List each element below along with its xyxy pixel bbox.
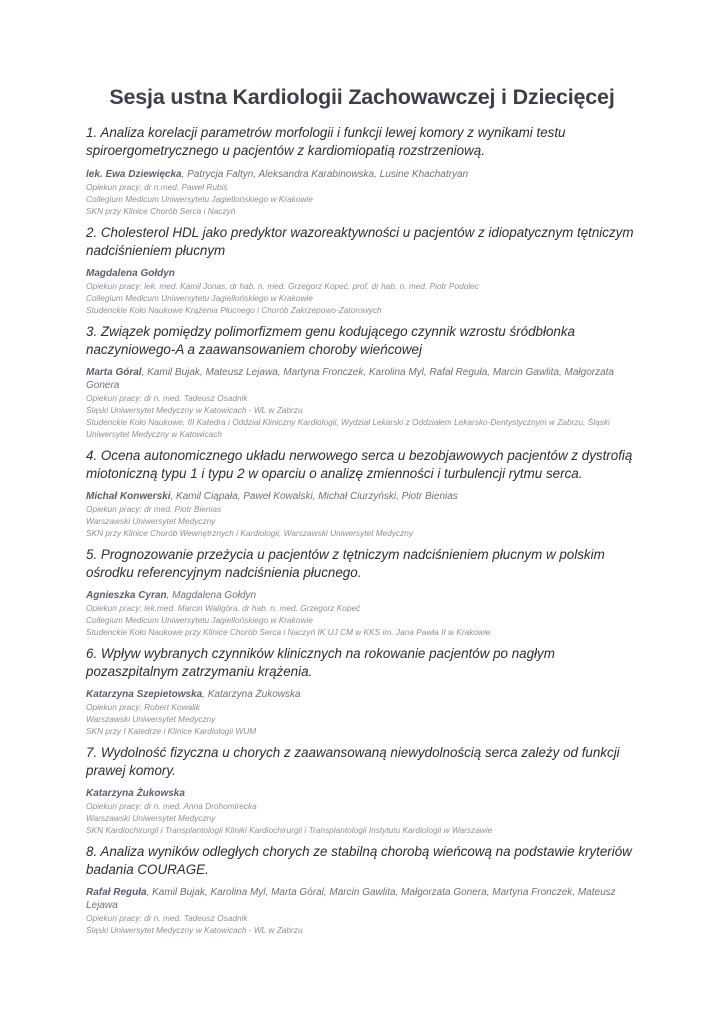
presenting-author: Marta Góral [86,367,142,378]
abstract-title: 8. Analiza wyników odległych chorych ze stabilną chorobą wieńcową na podstawie kryteriów badania COURAGE. [86,844,632,877]
abstract-entry-3 [86,323,638,440]
university: Collegium Medicum Uniwersytetu Jagiellońskiego w Krakowie [86,293,313,303]
co-authors: , Katarzyna Żukowska [202,689,301,700]
authors-line [86,168,638,181]
university: Warszawski Uniwersytet Medyczny [86,516,216,526]
authors-line [86,267,638,280]
abstract-entry-1 [86,124,638,217]
abstract-title: 2. Cholesterol HDL jako predyktor wazoreaktywności u pacjentów z idiopatycznym tętniczym nadciśnieniem płucnym [86,225,634,258]
supervisor: Opiekun pracy: lek.med. Marcin Waligóra, dr hab. n. med. Grzegorz Kopeć [86,603,361,613]
abstract-title: 4. Ocena autonomicznego układu nerwowego serca u bezobjawowych pacjentów z dystrofią miotoniczną typu 1 i typu 2 w oparciu o analizę zmienności i turbulencji rytmu serca. [86,448,633,481]
authors-line [86,490,638,503]
supervisor: Opiekun pracy: dr n. med. Anna Drohomirecka [86,801,257,811]
university: Warszawski Uniwersytet Medyczny [86,714,216,724]
abstract-title: 6. Wpływ wybranych czynników klinicznych na rokowanie pacjentów po nagłym pozaszpitalnym zatrzymaniu krążenia. [86,646,555,679]
presenting-author: Katarzyna Szepietowska [86,689,203,700]
co-authors: , Kamil Ciąpała, Paweł Kowalski, Michał Ciurzyński, Piotr Bienias [170,491,458,502]
research-group: Studenckie Koło Naukowe przy Klinice Chorób Serca i Naczyń IK UJ CM w KKS im. Jana Pawła II w Krakowie [86,627,491,637]
authors-line [86,787,638,800]
research-group: SKN przy Klinice Chorób Serca i Naczyń [86,206,236,216]
authors-line [86,886,638,912]
supervisor: Opiekun pracy: dr n.med. Paweł Rubiś [86,182,228,192]
university: Collegium Medicum Uniwersytetu Jagiellońskiego w Krakowie [86,615,313,625]
authors-line [86,589,638,602]
research-group: Studenckie Koło Naukowe, III Katedra i Oddział Kliniczny Kardiologii, Wydział Lekarski z Oddziałem Lekarsko-Dentystycznym w Zabrzu, Śląski Uniwersytet Medyczny w Katowicach [86,417,610,439]
co-authors: , Patrycja Faltyn, Aleksandra Karabinowska, Lusine Khachatryan [181,169,469,180]
presenting-author: Michał Konwerski [86,491,171,502]
abstract-title: 1. Analiza korelacji parametrów morfologii i funkcji lewej komory z wynikami testu spiroergometrycznego u pacjentów z kardiomiopatią rozstrzeniową. [86,125,566,158]
abstract-entry-6 [86,645,638,737]
abstract-entry-4 [86,447,638,539]
supervisor: Opiekun pracy: dr n. med. Tadeusz Osadnik [86,913,248,923]
research-group: SKN przy I Katedrze i Klinice Kardiologii WUM [86,726,257,736]
abstract-entry-8 [86,843,638,936]
university: Collegium Medicum Uniwersytetu Jagiellońskiego w Krakowie [86,194,313,204]
supervisor: Opiekun pracy: dr n. med. Tadeusz Osadnik [86,393,248,403]
supervisor: Opiekun pracy: Robert Kowalik [86,702,200,712]
presenting-author: Katarzyna Żukowska [86,788,185,799]
abstract-title: 7. Wydolność fizyczna u chorych z zaawansowaną niewydolnością serca zależy od funkcji prawej komory. [86,745,620,778]
research-group: Studenckie Koło Naukowe Krążenia Płucnego i Chorób Zakrzepowo-Zatorowych [86,305,382,315]
co-authors: , Kamil Bujak, Karolina Myl, Marta Góral, Marcin Gawlita, Małgorzata Gonera, Martyna Fronczek, Mateusz Lejawa [86,887,616,911]
presenting-author: Rafał Reguła [86,887,147,898]
co-authors: , Magdalena Gołdyn [166,590,257,601]
university: Śląski Uniwersytet Medyczny w Katowicach - WL w Zabrzu [86,925,303,935]
page-title: Sesja ustna Kardiologii Zachowawczej i Dziecięcej [109,85,615,109]
co-authors: , Kamil Bujak, Mateusz Lejawa, Martyna Fronczek, Karolina Myl, Rafał Reguła, Marcin Gawlita, Małgorzata Gonera [86,367,614,391]
abstract-entry-7 [86,744,638,836]
presenting-author: Magdalena Gołdyn [86,268,175,279]
presenting-author: Agnieszka Cyran [86,590,167,601]
supervisor: Opiekun pracy: lek. med. Kamil Jonas, dr hab. n. med. Grzegorz Kopeć, prof. dr hab. n. med. Piotr Podolec [86,281,479,291]
university: Śląski Uniwersytet Medyczny w Katowicach - WL w Zabrzu [86,405,303,415]
supervisor: Opiekun pracy: dr med. Piotr Bienias [86,504,222,514]
authors-line [86,688,638,701]
research-group: SKN przy Klinice Chorób Wewnętrznych i Kardiologii, Warszawski Uniwersytet Medyczny [86,528,414,538]
university: Warszawski Uniwersytet Medyczny [86,813,216,823]
abstract-title: 5. Prognozowanie przeżycia u pacjentów z tętniczym nadciśnieniem płucnym w polskim ośrodku referencyjnym nadciśnienia płucnego. [86,547,605,580]
abstract-entry-2 [86,224,638,316]
presenting-author: lek. Ewa Dziewięcka [86,169,182,180]
authors-line [86,366,638,392]
research-group: SKN Kardiochirurgii i Transplantologii Kliniki Kardiochirurgii i Transplantologii Instytutu Kardiologii w Warszawie [86,825,493,835]
abstract-title: 3. Związek pomiędzy polimorfizmem genu kodującego czynnik wzrostu śródbłonka naczyniowego-A a zaawansowaniem choroby wieńcowej [86,324,575,357]
abstract-entry-5 [86,546,638,638]
